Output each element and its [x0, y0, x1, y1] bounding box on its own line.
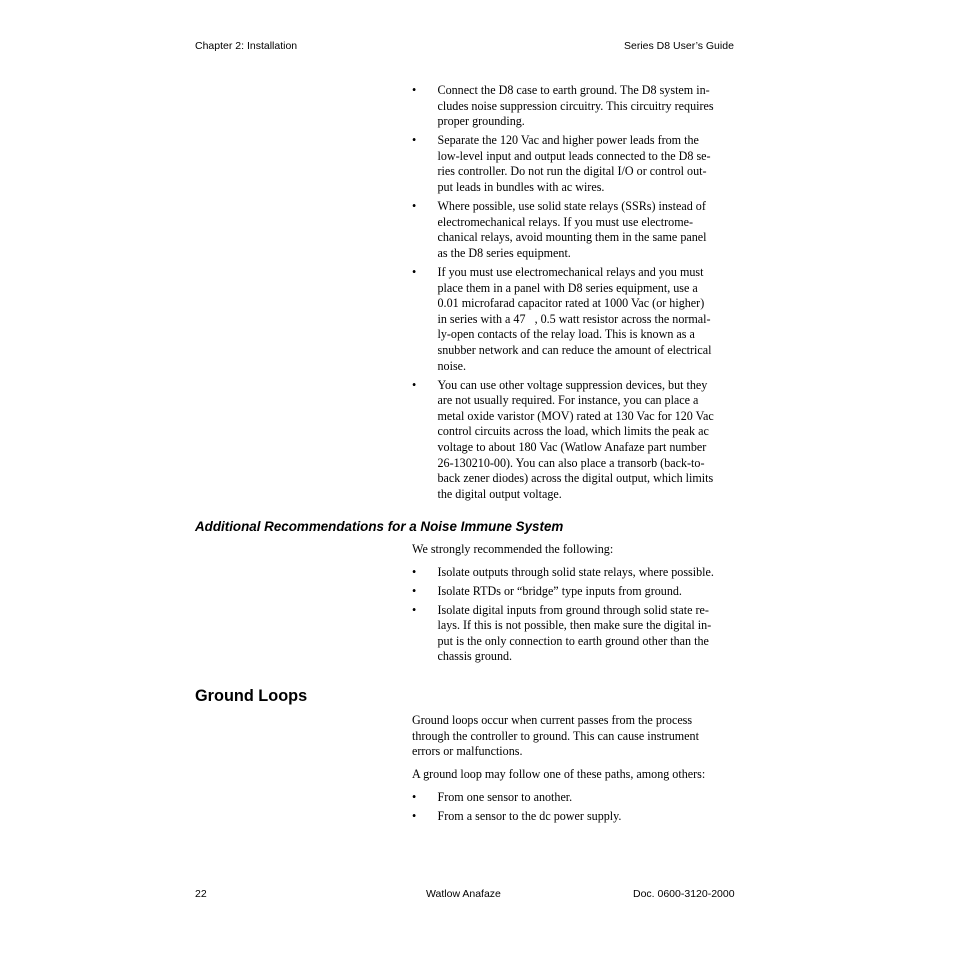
text-line: chassis ground.	[437, 649, 513, 664]
text-line: put is the only connection to earth ground other than the	[437, 633, 709, 648]
text-line: Where possible, use solid state relays (SSRs) instead of	[437, 199, 706, 214]
page-number: 22	[195, 888, 207, 900]
text-line: the digital output voltage.	[437, 486, 562, 501]
bullet-text	[438, 790, 747, 806]
text-line: If you must use electromechanical relays and you must	[437, 265, 704, 280]
noise-reduction-bullet-list	[412, 83, 746, 502]
bullet-text	[438, 603, 747, 665]
bullet-text	[438, 584, 747, 600]
bullet-marker: •	[412, 602, 417, 617]
bullet-item	[412, 790, 746, 806]
bullet-item	[412, 83, 746, 130]
ground-loops-paths-intro: A ground loop may follow one of these paths, among others:	[412, 767, 706, 781]
text-line: place them in a panel with D8 series equipment, use a	[437, 280, 698, 295]
text-line: low-level input and output leads connected to the D8 se-	[437, 148, 711, 163]
bullet-marker: •	[412, 377, 417, 392]
text-line: through the controller to ground. This can cause instrument	[412, 728, 699, 743]
recommendations-intro: We strongly recommended the following:	[412, 542, 614, 556]
text-line: Connect the D8 case to earth ground. The D8 system in-	[437, 83, 710, 97]
text-line: metal oxide varistor (MOV) rated at 130 Vac for 120 Vac	[437, 408, 714, 423]
bullet-item	[412, 265, 746, 374]
bullet-item	[412, 133, 746, 195]
bullet-marker: •	[412, 790, 417, 804]
bullet-item	[412, 199, 746, 261]
text-line: back zener diodes) across the digital output, which limits	[437, 471, 714, 486]
bullet-text	[438, 265, 747, 374]
text-line: Separate the 120 Vac and higher power leads from the	[437, 133, 699, 148]
text-line: as the D8 series equipment.	[437, 245, 571, 260]
text-line: Ground loops occur when current passes from the process	[412, 713, 693, 727]
text-line: noise.	[437, 358, 467, 373]
section-heading-ground-loops: Ground Loops	[195, 687, 308, 705]
text-line: 0.01 microfarad capacitor rated at 1000 Vac (or higher)	[437, 296, 705, 311]
bullet-marker: •	[412, 133, 417, 148]
bullet-item	[412, 584, 746, 600]
bullet-text	[438, 199, 747, 261]
text-line: voltage to about 180 Vac (Watlow Anafaze part number	[437, 440, 707, 455]
text-line: From a sensor to the dc power supply.	[437, 809, 622, 824]
bullet-text	[438, 565, 747, 581]
bullet-marker: •	[412, 565, 417, 579]
running-header-chapter: Chapter 2: Installation	[195, 40, 298, 52]
bullet-text	[438, 378, 747, 503]
bullet-marker: •	[412, 809, 417, 824]
bullet-marker: •	[412, 83, 417, 97]
text-line: errors or malfunctions.	[412, 744, 523, 759]
text-line: 26-130210-00). You can also place a transorb (back-to-	[437, 455, 705, 470]
text-line: put leads in bundles with ac wires.	[437, 180, 605, 195]
bullet-marker: •	[412, 199, 417, 214]
text-line: lays. If this is not possible, then make sure the digital in-	[437, 618, 712, 633]
text-line: ries controller. Do not run the digital I/O or control out-	[437, 164, 707, 179]
running-header-guide-title: Series D8 User’s Guide	[624, 40, 734, 52]
text-line: snubber network and can reduce the amount of electrical	[437, 343, 712, 357]
text-line: Isolate digital inputs from ground through solid state re-	[437, 602, 709, 617]
text-line: Isolate outputs through solid state relays, where possible.	[437, 565, 714, 579]
text-line: electromechanical relays. If you must use electrome-	[437, 214, 694, 229]
text-line: proper grounding.	[437, 114, 525, 129]
ground-loops-paragraph	[412, 713, 746, 760]
text-line: control circuits across the load, which limits the peak ac	[437, 424, 709, 439]
footer-company: Watlow Anafaze	[426, 888, 501, 900]
text-line: ly-open contacts of the relay load. This is known as a	[437, 327, 695, 342]
bullet-item	[412, 809, 746, 825]
text-line: in series with a 47 , 0.5 watt resistor across the normal-	[437, 311, 711, 326]
bullet-marker: •	[412, 265, 417, 280]
bullet-text	[438, 83, 747, 130]
text-line: Isolate RTDs or “bridge” type inputs from ground.	[437, 583, 682, 598]
text-line: You can use other voltage suppression devices, but they	[437, 377, 708, 392]
text-line: cludes noise suppression circuitry. This circuitry requires	[437, 98, 714, 113]
text-line: are not usually required. For instance, you can place a	[437, 393, 699, 408]
text-line: chanical relays, avoid mounting them in the same panel	[437, 230, 707, 245]
bullet-item	[412, 378, 746, 503]
bullet-marker: •	[412, 583, 417, 598]
section-subheading: Additional Recommendations for a Noise Immune System	[195, 519, 564, 534]
recommendations-bullet-list	[412, 565, 746, 665]
ground-loop-paths-bullet-list	[412, 790, 746, 825]
bullet-item	[412, 603, 746, 665]
bullet-item	[412, 565, 746, 581]
footer-doc-number: Doc. 0600-3120-2000	[633, 888, 735, 900]
text-line: From one sensor to another.	[437, 790, 573, 804]
bullet-text	[438, 133, 747, 195]
bullet-text	[438, 809, 747, 825]
